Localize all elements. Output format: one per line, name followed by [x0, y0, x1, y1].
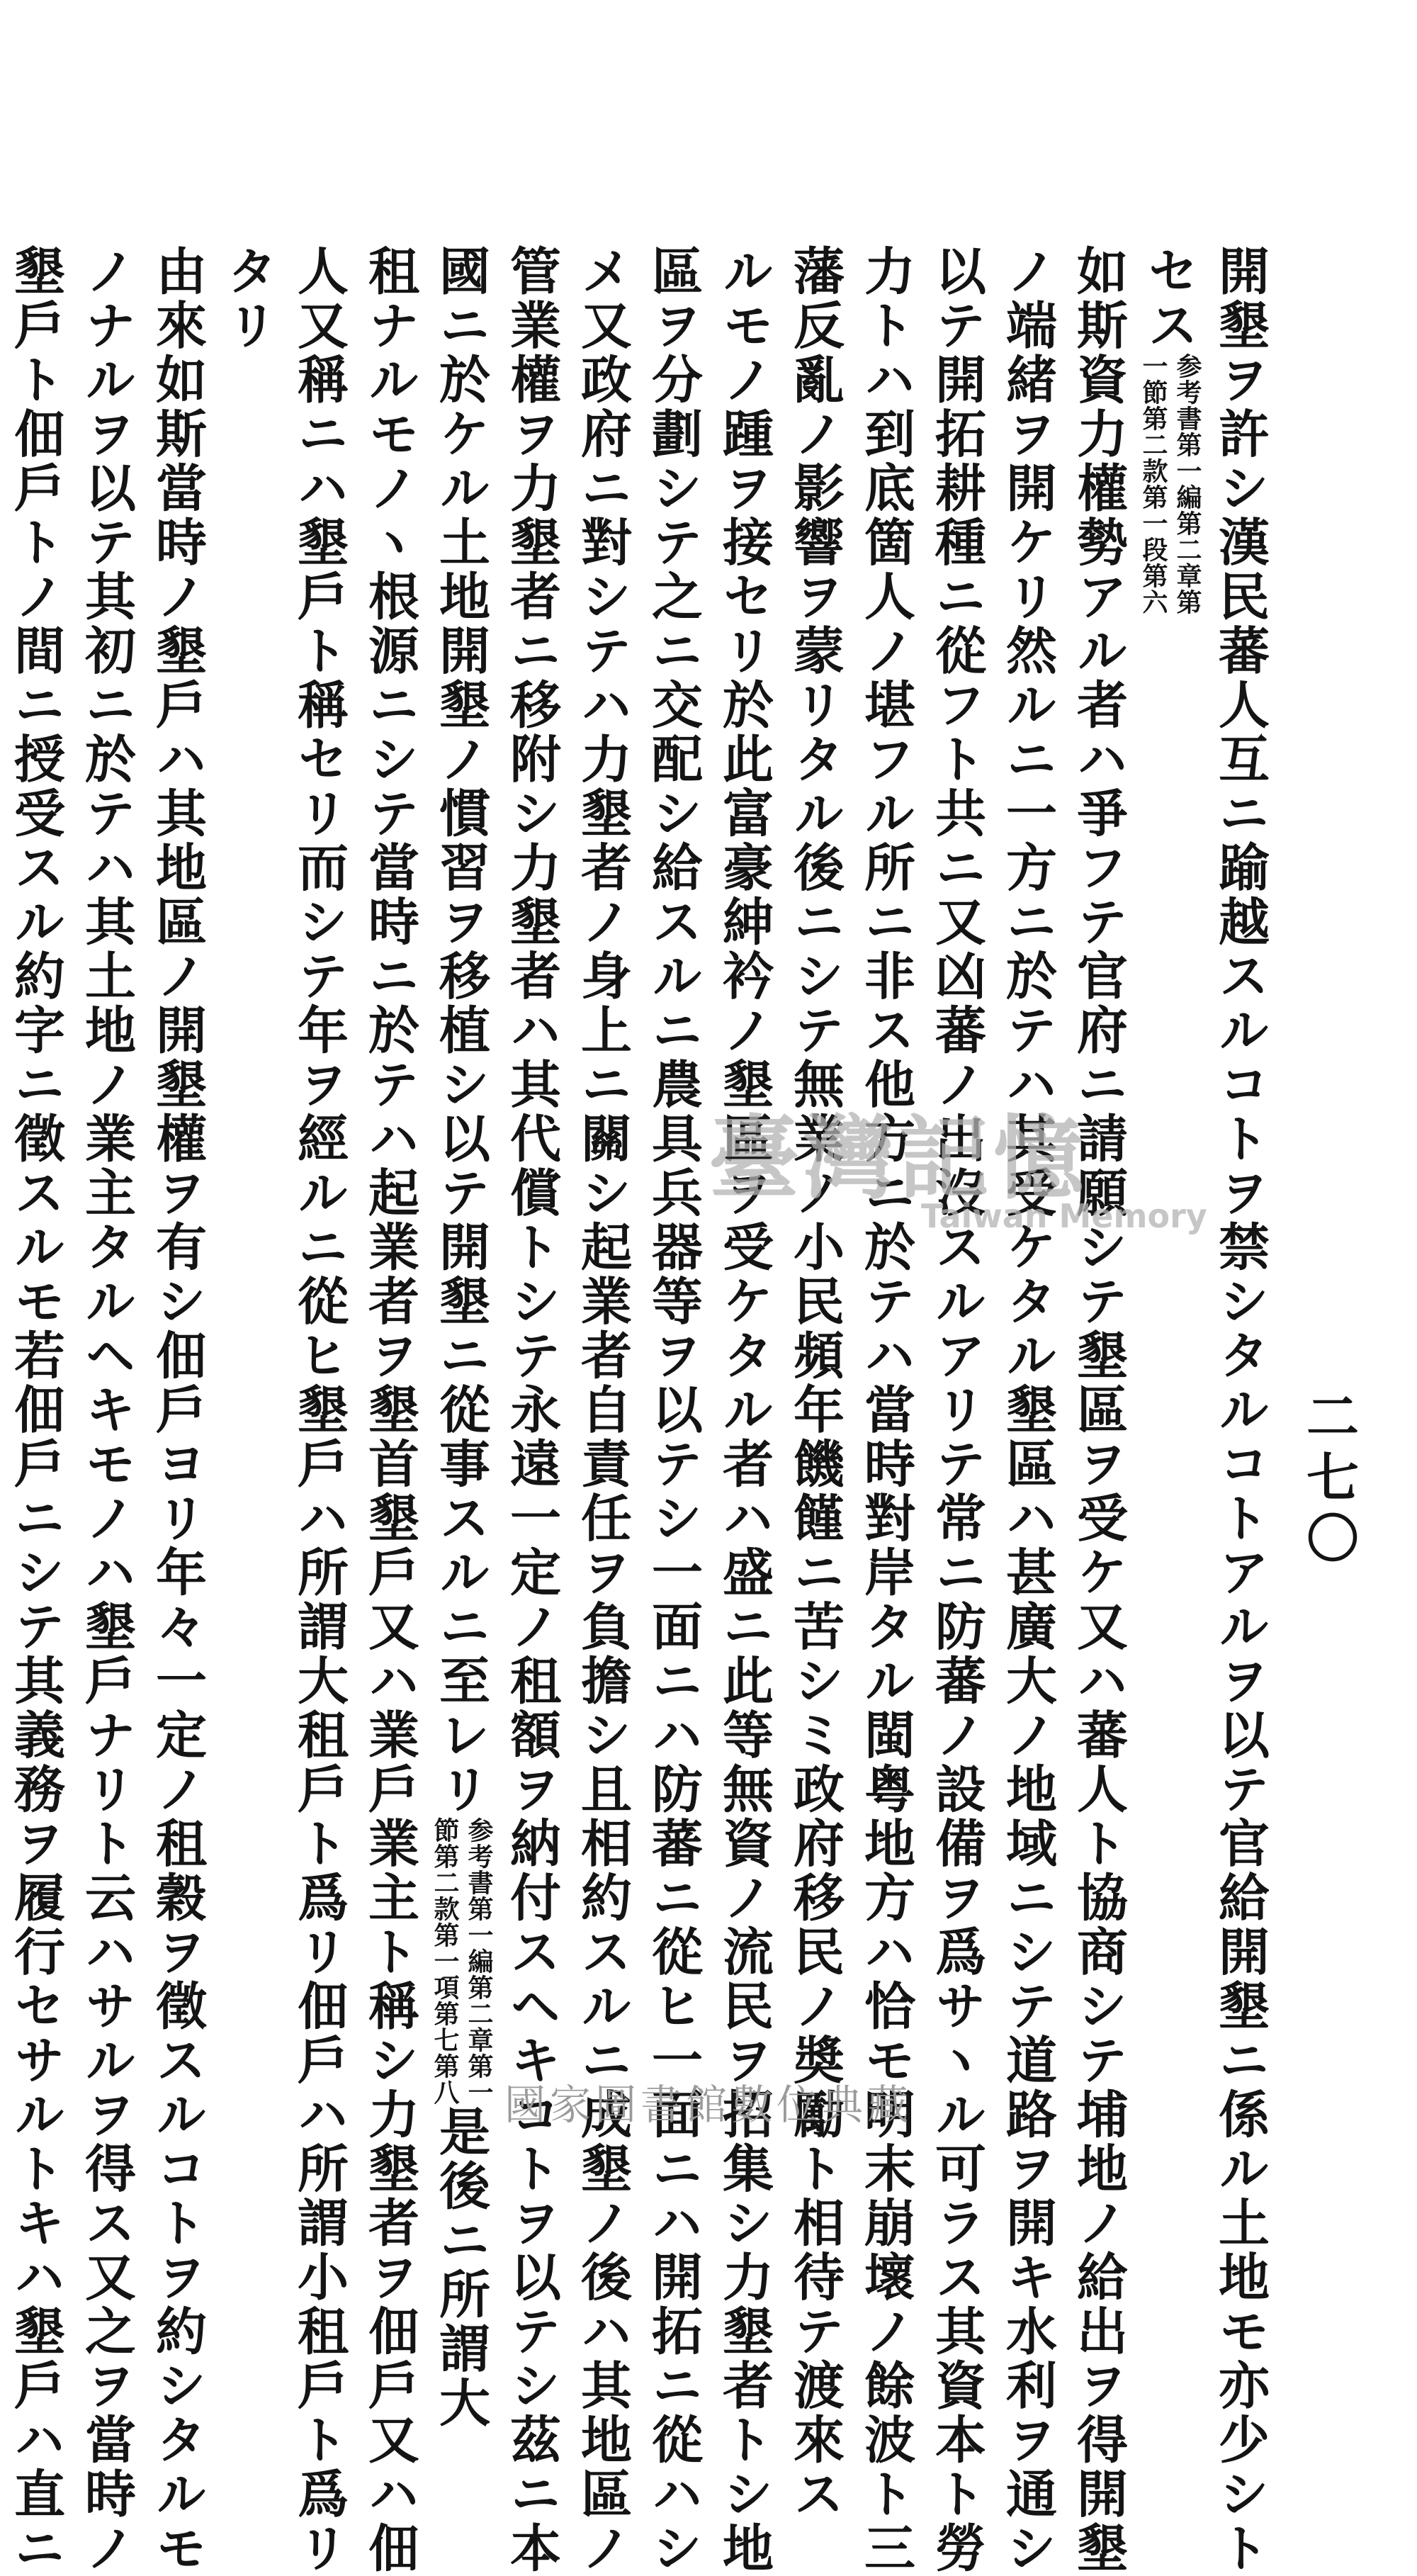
- text-column: 以テ開拓耕種ニ從フト共ニ又凶蕃ノ出沒スルアリテ常ニ防蕃ノ設備ヲ爲サヽル可ラス其資本ト勞: [927, 244, 987, 2576]
- text-column: 藩反亂ノ影響ヲ蒙リタル後ニシテ無業ノ小民頻年饑饉ニ苦シミ政府移民ノ奬勵ト相待テ渡來ス: [785, 244, 845, 2521]
- reference-note: 参考書第一編第二章第 一節第二款第一段第六: [1139, 353, 1202, 615]
- text-column: ノ端緒ヲ開ケリ然ルニ一方ニ於テハ其受ケタル墾區ハ甚廣大ノ地域ニシテ道路ヲ開キ水利ヲ通シ: [998, 244, 1058, 2576]
- text-column: 如斯資力權勢アル者ハ爭フテ官府ニ請願シテ墾區ヲ受ケ又ハ蕃人ト協商シテ埔地ノ給出ヲ得開墾: [1068, 244, 1129, 2576]
- text-column: 管業權ヲ力墾者ニ移附シ力墾者ハ其代償トシテ永遠一定ノ租額ヲ納付スヘキコトヲ以テシ茲ニ本: [502, 244, 562, 2576]
- text-column: メ又政府ニ對シテハ力墾者ノ身上ニ關シ起業者自責任ヲ負擔シ且相約スルニ成墾ノ後ハ其地區ノ: [572, 244, 633, 2576]
- text-column: 開墾ヲ許シ漢民蕃人互ニ踰越スルコトヲ禁シタルコトアルヲ以テ官給開墾ニ係ル土地モ亦少シト: [1210, 244, 1270, 2576]
- text-column: タリ: [218, 244, 278, 353]
- text-column: ルモノ踵ヲ接セリ於此富豪紳衿ノ墾區ヲ受ケタル者ハ盛ニ此等無資ノ流民ヲ招集シ力墾者トシ地: [714, 244, 774, 2576]
- watermark-logo: 臺灣記憶: [708, 1106, 1089, 1212]
- text-column: 租ナルモノヽ根源ニシテ當時ニ於テハ起業者ヲ墾首墾戶又ハ業戶業主ト稱シ力墾者ヲ佃戶又ハ佃: [360, 244, 420, 2576]
- text-column: 力トハ到底箇人ノ堪フル所ニ非ス他方ニ於テハ當時對岸タル閩粤地方ハ恰モ明末崩壞ノ餘波ト三: [856, 244, 916, 2576]
- text-column: ノナルヲ以テ其初ニ於テハ其土地ノ業主タルヘキモノハ墾戶ナリト云ハサルヲ得ス又之ヲ當時ノ: [77, 244, 137, 2576]
- text-column: 人又稱ニハ墾戶ト稱セリ而シテ年ヲ經ルニ從ヒ墾戶ハ所謂大租戶ト爲リ佃戶ハ所謂小租戶ト爲リ: [289, 244, 349, 2576]
- text-column: 區ヲ分劃シテ之ニ交配シ給スルニ農具兵器等ヲ以テシ一面ニハ防蕃ニ從ヒ一面ニハ開拓ニ從ハシ: [643, 244, 704, 2576]
- text-column: 由來如斯當時ノ墾戶ハ其地區ノ開墾權ヲ有シ佃戶ヨリ年々一定ノ租穀ヲ徵スルコトヲ約シタルモ: [147, 244, 208, 2576]
- text-column: 國ニ於ケル土地開墾ノ慣習ヲ移植シ以テ開墾ニ從事スルニ至レリ 参考書第一編第二章第一 節第二款第一項第七第八 是後ニ所謂大: [425, 244, 496, 1931]
- text-column: セス 参考書第一編第二章第 一節第二款第一段第六: [1134, 244, 1204, 1931]
- watermark: [708, 1106, 1207, 1261]
- text-column: 墾戶ト佃戶トノ間ニ授受スル約字ニ徵スルモ若佃戶ニシテ其義務ヲ履行セサルトキハ墾戶ハ直ニ: [6, 244, 66, 2576]
- watermark-subtitle: Taiwan Memory: [921, 1197, 1207, 1235]
- reference-note: 参考書第一編第二章第一 節第二款第一項第七第八: [430, 1816, 494, 2105]
- footer-credit: 國家圖書館數位典藏: [504, 2081, 913, 2129]
- page-number: 二七〇: [1298, 1389, 1359, 1572]
